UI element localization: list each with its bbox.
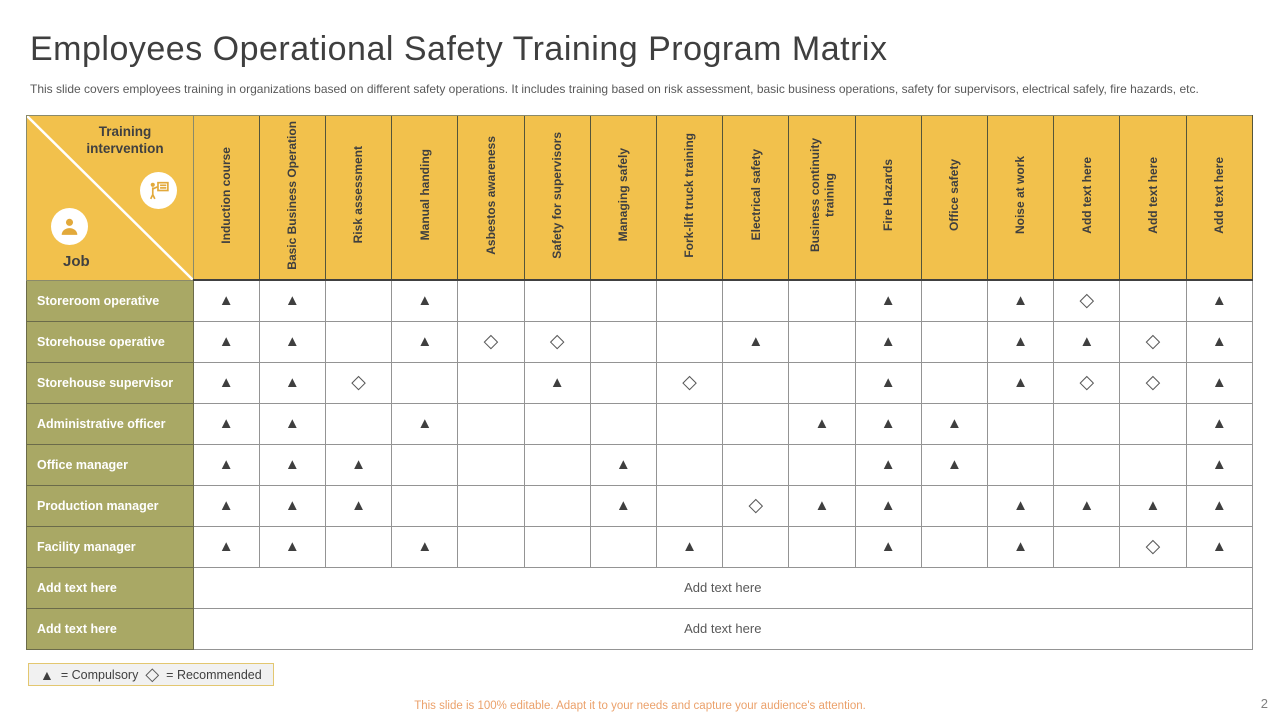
column-header-label: Asbestos awareness bbox=[483, 135, 498, 255]
matrix-row bbox=[27, 362, 1253, 403]
placeholder-content-cell: Add text here bbox=[193, 608, 1252, 649]
recommended-marker-cell bbox=[1120, 362, 1186, 403]
empty-cell bbox=[524, 280, 590, 321]
compulsory-marker-cell bbox=[855, 321, 921, 362]
compulsory-marker-cell bbox=[855, 403, 921, 444]
empty-cell bbox=[921, 485, 987, 526]
empty-cell bbox=[524, 526, 590, 567]
page-subtitle: This slide covers employees training in organizations based on different safety operations. It includes training based on risk assessment, basic business operations, safety for supervisors, electrical safely, fire hazards, etc. bbox=[30, 82, 1199, 96]
matrix-corner-cell bbox=[27, 116, 194, 281]
compulsory-marker-cell bbox=[392, 526, 458, 567]
compulsory-marker-cell bbox=[392, 280, 458, 321]
compulsory-marker-cell bbox=[259, 362, 325, 403]
compulsory-triangle-icon: ▲ bbox=[284, 455, 300, 473]
compulsory-marker-cell bbox=[325, 444, 391, 485]
compulsory-marker-cell bbox=[1186, 526, 1252, 567]
column-header-label: Add text here bbox=[1145, 156, 1160, 234]
recommended-marker-cell bbox=[1054, 280, 1120, 321]
compulsory-triangle-icon: ▲ bbox=[880, 537, 896, 555]
empty-cell bbox=[458, 403, 524, 444]
placeholder-content-cell: Add text here bbox=[193, 567, 1252, 608]
empty-cell bbox=[325, 280, 391, 321]
empty-cell bbox=[1120, 280, 1186, 321]
compulsory-marker-cell bbox=[1120, 485, 1186, 526]
compulsory-triangle-icon: ▲ bbox=[218, 537, 234, 555]
compulsory-marker-cell bbox=[259, 444, 325, 485]
compulsory-marker-cell bbox=[1186, 362, 1252, 403]
recommended-diamond-icon: ◇ bbox=[483, 330, 499, 352]
compulsory-triangle-icon: ▲ bbox=[814, 496, 830, 514]
row-label: Storeroom operative bbox=[27, 280, 194, 321]
compulsory-marker-cell bbox=[193, 444, 259, 485]
empty-cell bbox=[723, 403, 789, 444]
column-header-label: Fork-lift truck training bbox=[682, 132, 697, 258]
column-header-12 bbox=[987, 116, 1053, 281]
compulsory-triangle-icon: ▲ bbox=[218, 373, 234, 391]
compulsory-triangle-icon: ▲ bbox=[218, 455, 234, 473]
empty-cell bbox=[723, 526, 789, 567]
empty-cell bbox=[921, 280, 987, 321]
empty-cell bbox=[458, 362, 524, 403]
recommended-marker-cell bbox=[458, 321, 524, 362]
compulsory-marker-cell bbox=[259, 403, 325, 444]
compulsory-marker-cell bbox=[325, 485, 391, 526]
empty-cell bbox=[656, 280, 722, 321]
empty-cell bbox=[392, 444, 458, 485]
compulsory-marker-cell bbox=[855, 362, 921, 403]
compulsory-triangle-icon: ▲ bbox=[284, 414, 300, 432]
column-header-2 bbox=[325, 116, 391, 281]
recommended-marker-cell bbox=[723, 485, 789, 526]
empty-cell bbox=[590, 403, 656, 444]
matrix-row bbox=[27, 403, 1253, 444]
column-header-row bbox=[27, 116, 1253, 281]
empty-cell bbox=[1120, 444, 1186, 485]
recommended-diamond-icon: ◇ bbox=[1145, 330, 1161, 352]
compulsory-triangle-icon: ▲ bbox=[1211, 537, 1227, 555]
placeholder-row bbox=[27, 608, 1253, 649]
column-header-label: Business continuity training bbox=[807, 137, 836, 253]
column-header-0 bbox=[193, 116, 259, 281]
compulsory-triangle-icon: ▲ bbox=[1145, 496, 1161, 514]
row-label: Facility manager bbox=[27, 526, 194, 567]
column-header-6 bbox=[590, 116, 656, 281]
empty-cell bbox=[656, 321, 722, 362]
empty-cell bbox=[656, 485, 722, 526]
matrix-row bbox=[27, 526, 1253, 567]
column-header-label: Managing safely bbox=[616, 148, 631, 242]
empty-cell bbox=[921, 526, 987, 567]
empty-cell bbox=[921, 321, 987, 362]
empty-cell bbox=[789, 321, 855, 362]
presenter-icon bbox=[140, 172, 177, 209]
column-header-label: Safety for supervisors bbox=[549, 131, 564, 259]
column-header-7 bbox=[656, 116, 722, 281]
compulsory-triangle-icon: ▲ bbox=[284, 496, 300, 514]
row-label: Office manager bbox=[27, 444, 194, 485]
matrix-row bbox=[27, 444, 1253, 485]
empty-cell bbox=[789, 444, 855, 485]
recommended-diamond-icon: ◇ bbox=[549, 330, 565, 352]
compulsory-marker-cell bbox=[987, 526, 1053, 567]
column-header-label: Electrical safety bbox=[748, 149, 763, 241]
compulsory-marker-cell bbox=[590, 485, 656, 526]
compulsory-triangle-icon: ▲ bbox=[417, 414, 433, 432]
recommended-marker-cell bbox=[524, 321, 590, 362]
column-header-5 bbox=[524, 116, 590, 281]
placeholder-row bbox=[27, 567, 1253, 608]
compulsory-triangle-icon: ▲ bbox=[417, 332, 433, 350]
column-header-4 bbox=[458, 116, 524, 281]
compulsory-marker-cell bbox=[1186, 485, 1252, 526]
column-header-14 bbox=[1120, 116, 1186, 281]
empty-cell bbox=[458, 526, 524, 567]
recommended-diamond-icon: ◇ bbox=[1079, 289, 1095, 311]
column-header-9 bbox=[789, 116, 855, 281]
compulsory-triangle-icon: ▲ bbox=[351, 455, 366, 473]
compulsory-marker-cell bbox=[193, 526, 259, 567]
row-label: Storehouse supervisor bbox=[27, 362, 194, 403]
compulsory-marker-cell bbox=[789, 485, 855, 526]
compulsory-triangle-icon: ▲ bbox=[880, 414, 896, 432]
column-header-label: Noise at work bbox=[1013, 155, 1028, 235]
column-header-13 bbox=[1054, 116, 1120, 281]
recommended-diamond-icon: ◇ bbox=[145, 664, 160, 684]
compulsory-triangle-icon: ▲ bbox=[1211, 332, 1227, 350]
empty-cell bbox=[656, 444, 722, 485]
column-header-10 bbox=[855, 116, 921, 281]
empty-cell bbox=[325, 403, 391, 444]
matrix-row bbox=[27, 280, 1253, 321]
matrix-row bbox=[27, 485, 1253, 526]
compulsory-marker-cell bbox=[855, 444, 921, 485]
row-label: Administrative officer bbox=[27, 403, 194, 444]
compulsory-triangle-icon: ▲ bbox=[417, 537, 433, 555]
recommended-diamond-icon: ◇ bbox=[1079, 371, 1095, 393]
compulsory-marker-cell bbox=[1186, 321, 1252, 362]
compulsory-marker-cell bbox=[590, 444, 656, 485]
compulsory-triangle-icon: ▲ bbox=[1211, 414, 1227, 432]
compulsory-marker-cell bbox=[1186, 444, 1252, 485]
empty-cell bbox=[325, 321, 391, 362]
compulsory-marker-cell bbox=[259, 485, 325, 526]
compulsory-triangle-icon: ▲ bbox=[1211, 373, 1227, 391]
compulsory-marker-cell bbox=[987, 485, 1053, 526]
compulsory-marker-cell bbox=[1054, 321, 1120, 362]
compulsory-triangle-icon: ▲ bbox=[284, 332, 300, 350]
compulsory-triangle-icon: ▲ bbox=[218, 332, 234, 350]
compulsory-triangle-icon: ▲ bbox=[1013, 291, 1028, 309]
compulsory-marker-cell bbox=[259, 321, 325, 362]
matrix-row bbox=[27, 321, 1253, 362]
recommended-diamond-icon: ◇ bbox=[748, 494, 764, 516]
empty-cell bbox=[524, 444, 590, 485]
recommended-marker-cell bbox=[1120, 526, 1186, 567]
empty-cell bbox=[590, 362, 656, 403]
compulsory-triangle-icon: ▲ bbox=[748, 332, 764, 350]
page-number: 2 bbox=[1260, 696, 1268, 711]
empty-cell bbox=[987, 444, 1053, 485]
compulsory-triangle-icon: ▲ bbox=[218, 496, 234, 514]
empty-cell bbox=[789, 280, 855, 321]
compulsory-triangle-icon: ▲ bbox=[946, 414, 962, 432]
column-header-1 bbox=[259, 116, 325, 281]
compulsory-triangle-icon: ▲ bbox=[880, 291, 896, 309]
compulsory-triangle-icon: ▲ bbox=[946, 455, 962, 473]
recommended-diamond-icon: ◇ bbox=[682, 371, 697, 393]
empty-cell bbox=[723, 280, 789, 321]
compulsory-triangle-icon: ▲ bbox=[284, 291, 300, 309]
column-header-3 bbox=[392, 116, 458, 281]
column-header-8 bbox=[723, 116, 789, 281]
empty-cell bbox=[656, 403, 722, 444]
empty-cell bbox=[325, 526, 391, 567]
empty-cell bbox=[789, 526, 855, 567]
compulsory-marker-cell bbox=[1186, 280, 1252, 321]
compulsory-triangle-icon: ▲ bbox=[417, 291, 433, 309]
compulsory-triangle-icon: ▲ bbox=[880, 373, 896, 391]
empty-cell bbox=[590, 526, 656, 567]
empty-cell bbox=[1120, 403, 1186, 444]
compulsory-triangle-icon: ▲ bbox=[1013, 537, 1028, 555]
column-header-label: Manual handing bbox=[417, 149, 432, 241]
compulsory-marker-cell bbox=[921, 403, 987, 444]
empty-cell bbox=[392, 485, 458, 526]
compulsory-triangle-icon: ▲ bbox=[1211, 496, 1227, 514]
compulsory-marker-cell bbox=[987, 321, 1053, 362]
compulsory-marker-cell bbox=[921, 444, 987, 485]
compulsory-triangle-icon: ▲ bbox=[284, 537, 300, 555]
empty-cell bbox=[392, 362, 458, 403]
compulsory-marker-cell bbox=[392, 321, 458, 362]
compulsory-triangle-icon: ▲ bbox=[1211, 291, 1227, 309]
page-title: Employees Operational Safety Training Program Matrix bbox=[30, 30, 888, 68]
empty-cell bbox=[921, 362, 987, 403]
recommended-marker-cell bbox=[325, 362, 391, 403]
column-header-15 bbox=[1186, 116, 1252, 281]
compulsory-triangle-icon: ▲ bbox=[218, 414, 234, 432]
compulsory-triangle-icon: ▲ bbox=[351, 496, 366, 514]
column-header-label: Add text here bbox=[1079, 156, 1094, 234]
training-matrix-table bbox=[26, 115, 1253, 650]
compulsory-marker-cell bbox=[789, 403, 855, 444]
column-header-11 bbox=[921, 116, 987, 281]
compulsory-marker-cell bbox=[855, 485, 921, 526]
column-header-label: Induction course bbox=[218, 146, 233, 244]
empty-cell bbox=[590, 280, 656, 321]
person-icon bbox=[51, 208, 88, 245]
empty-cell bbox=[1054, 444, 1120, 485]
compulsory-marker-cell bbox=[1054, 485, 1120, 526]
recommended-marker-cell bbox=[1120, 321, 1186, 362]
row-label: Storehouse operative bbox=[27, 321, 194, 362]
column-header-label: Add text here bbox=[1212, 156, 1227, 234]
column-header-label: Basic Business Operation bbox=[285, 120, 300, 270]
empty-cell bbox=[789, 362, 855, 403]
legend-compulsory-label: = Compulsory bbox=[60, 667, 139, 682]
legend bbox=[28, 663, 274, 686]
compulsory-triangle-icon: ▲ bbox=[40, 666, 54, 683]
compulsory-marker-cell bbox=[855, 280, 921, 321]
legend-recommended-label: = Recommended bbox=[166, 667, 262, 682]
compulsory-triangle-icon: ▲ bbox=[549, 373, 565, 391]
empty-cell bbox=[1054, 526, 1120, 567]
empty-cell bbox=[723, 362, 789, 403]
footer-note: This slide is 100% editable. Adapt it to your needs and capture your audience's attention. bbox=[414, 700, 866, 712]
compulsory-triangle-icon: ▲ bbox=[814, 414, 830, 432]
empty-cell bbox=[723, 444, 789, 485]
compulsory-marker-cell bbox=[193, 280, 259, 321]
compulsory-triangle-icon: ▲ bbox=[284, 373, 300, 391]
compulsory-marker-cell bbox=[723, 321, 789, 362]
compulsory-triangle-icon: ▲ bbox=[1079, 332, 1095, 350]
compulsory-marker-cell bbox=[392, 403, 458, 444]
compulsory-triangle-icon: ▲ bbox=[615, 455, 631, 473]
row-label: Production manager bbox=[27, 485, 194, 526]
corner-top-label: Training intervention bbox=[86, 124, 164, 156]
compulsory-triangle-icon: ▲ bbox=[880, 455, 896, 473]
compulsory-triangle-icon: ▲ bbox=[1013, 373, 1028, 391]
compulsory-triangle-icon: ▲ bbox=[880, 332, 896, 350]
compulsory-marker-cell bbox=[656, 526, 722, 567]
compulsory-triangle-icon: ▲ bbox=[1013, 332, 1028, 350]
column-header-label: Office safety bbox=[947, 158, 962, 232]
compulsory-marker-cell bbox=[259, 280, 325, 321]
empty-cell bbox=[458, 280, 524, 321]
compulsory-marker-cell bbox=[1186, 403, 1252, 444]
recommended-diamond-icon: ◇ bbox=[351, 371, 366, 393]
compulsory-marker-cell bbox=[987, 280, 1053, 321]
compulsory-marker-cell bbox=[259, 526, 325, 567]
compulsory-triangle-icon: ▲ bbox=[1013, 496, 1028, 514]
compulsory-marker-cell bbox=[193, 362, 259, 403]
compulsory-marker-cell bbox=[855, 526, 921, 567]
recommended-marker-cell bbox=[656, 362, 722, 403]
empty-cell bbox=[458, 444, 524, 485]
recommended-diamond-icon: ◇ bbox=[1145, 371, 1161, 393]
compulsory-marker-cell bbox=[193, 485, 259, 526]
matrix-body bbox=[27, 280, 1253, 649]
compulsory-triangle-icon: ▲ bbox=[218, 291, 234, 309]
recommended-diamond-icon: ◇ bbox=[1145, 535, 1161, 557]
empty-cell bbox=[590, 321, 656, 362]
column-header-label: Risk assessment bbox=[351, 146, 366, 244]
row-label: Add text here bbox=[27, 567, 194, 608]
empty-cell bbox=[987, 403, 1053, 444]
compulsory-marker-cell bbox=[193, 321, 259, 362]
compulsory-triangle-icon: ▲ bbox=[1079, 496, 1095, 514]
empty-cell bbox=[524, 485, 590, 526]
compulsory-triangle-icon: ▲ bbox=[682, 537, 697, 555]
compulsory-triangle-icon: ▲ bbox=[1211, 455, 1227, 473]
corner-bottom-label: Job bbox=[63, 252, 90, 270]
compulsory-triangle-icon: ▲ bbox=[880, 496, 896, 514]
empty-cell bbox=[1054, 403, 1120, 444]
empty-cell bbox=[458, 485, 524, 526]
compulsory-marker-cell bbox=[193, 403, 259, 444]
compulsory-marker-cell bbox=[987, 362, 1053, 403]
compulsory-triangle-icon: ▲ bbox=[615, 496, 631, 514]
row-label: Add text here bbox=[27, 608, 194, 649]
empty-cell bbox=[524, 403, 590, 444]
column-header-label: Fire Hazards bbox=[880, 158, 895, 232]
compulsory-marker-cell bbox=[524, 362, 590, 403]
recommended-marker-cell bbox=[1054, 362, 1120, 403]
